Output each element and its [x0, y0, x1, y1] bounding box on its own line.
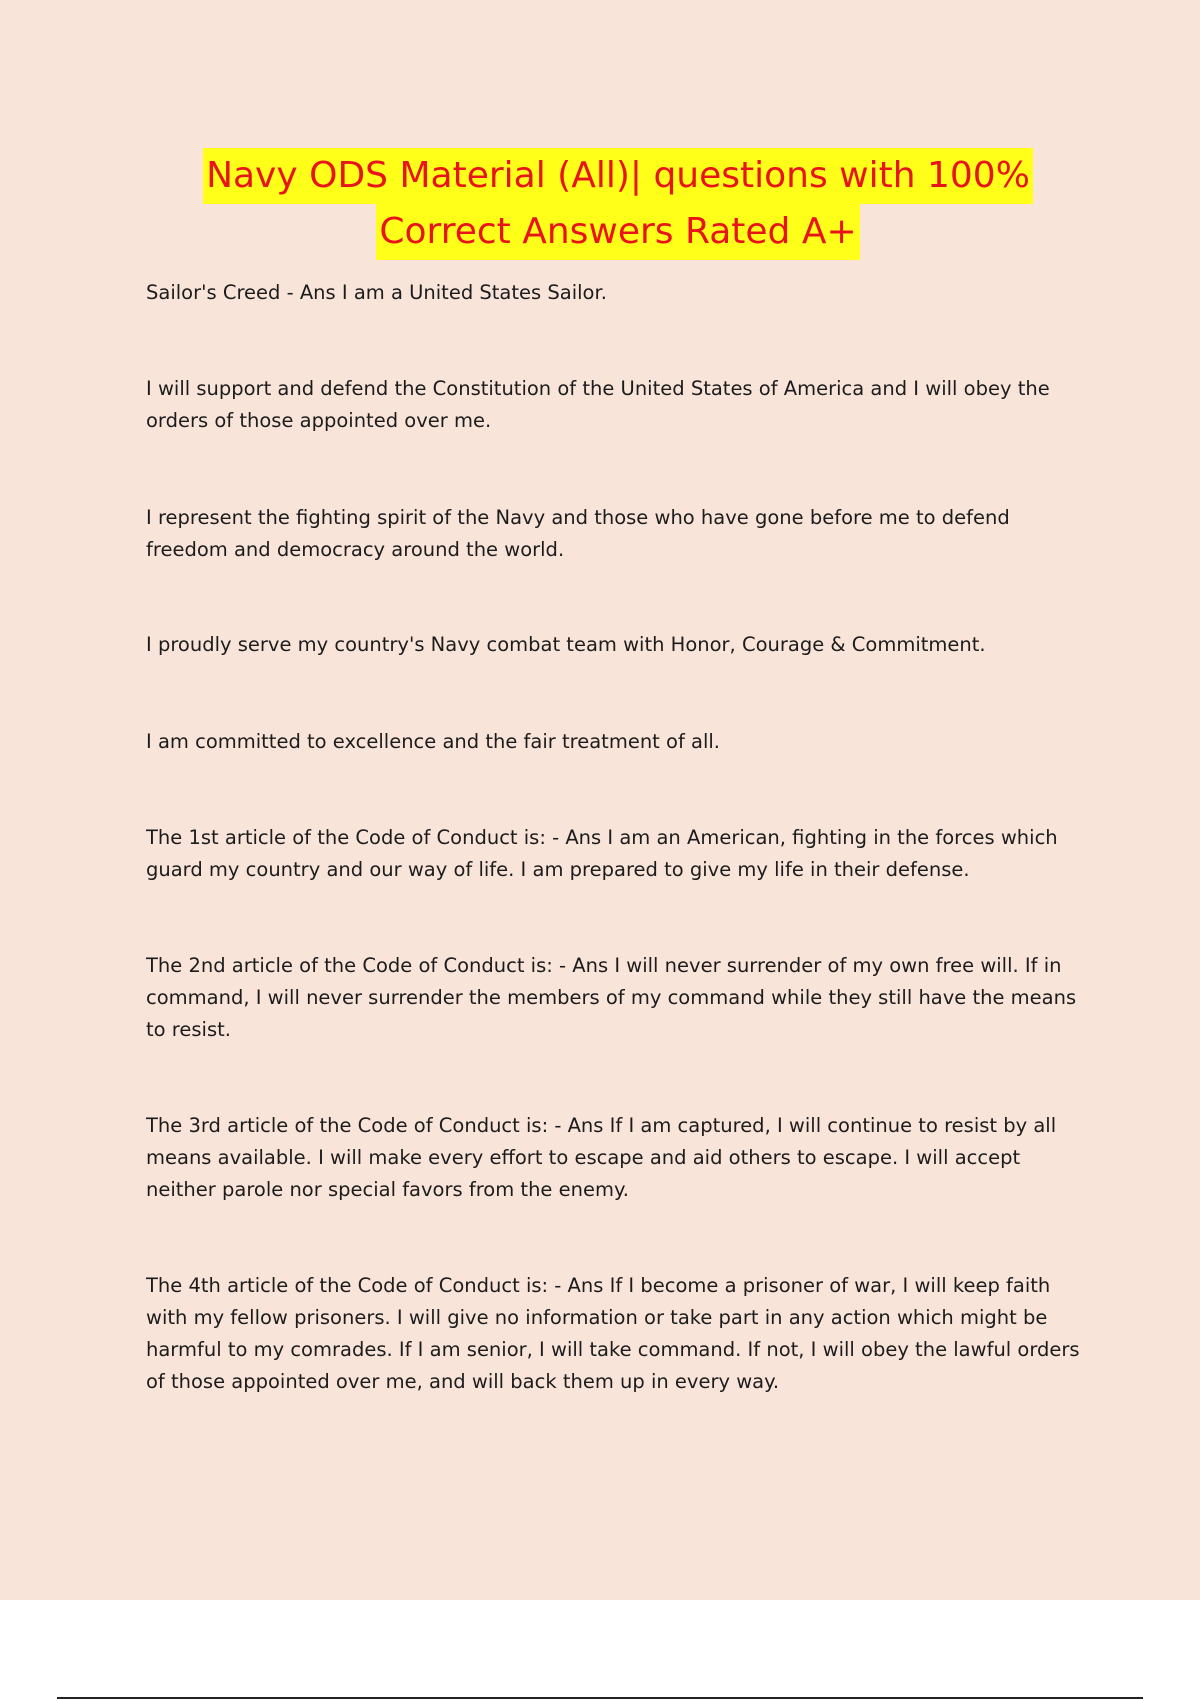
title-line-1: Navy ODS Material (All)| questions with 100% — [203, 148, 1033, 204]
title-line-2: Correct Answers Rated A+ — [376, 204, 859, 260]
creed-paragraph-honor-courage: I proudly serve my country's Navy combat team with Honor, Courage & Commitment. — [146, 633, 986, 656]
document-title — [0, 148, 1200, 260]
code-of-conduct-article-1: The 1st article of the Code of Conduct is: - Ans I am an American, fighting in the forces which guard my country and our way of life. I am prepared to give my life in their defense. — [146, 826, 1058, 881]
code-of-conduct-article-2: The 2nd article of the Code of Conduct is: - Ans I will never surrender of my own free will. If in command, I will never surrender the members of my command while they still have the means to resist. — [146, 954, 1077, 1041]
creed-paragraph-support-defend: I will support and defend the Constitution of the United States of America and I will obey the orders of those appointed over me. — [146, 377, 1050, 432]
creed-paragraph-excellence: I am committed to excellence and the fair treatment of all. — [146, 730, 721, 753]
code-of-conduct-article-3: The 3rd article of the Code of Conduct is: - Ans If I am captured, I will continue to resist by all means available. I will make every effort to escape and aid others to escape. I will accept neither parole nor special favors from the enemy. — [146, 1114, 1057, 1201]
creed-paragraph-fighting-spirit: I represent the fighting spirit of the Navy and those who have gone before me to defend freedom and democracy around the world. — [146, 506, 1010, 561]
code-of-conduct-article-4: The 4th article of the Code of Conduct is: - Ans If I become a prisoner of war, I will keep faith with my fellow prisoners. I will give no information or take part in any action which might be harmful to my comrades. If I am senior, I will take command. If not, I will obey the lawful orders of those appointed over me, and will back them up in every way. — [146, 1274, 1080, 1393]
sailors-creed-paragraph: Sailor's Creed - Ans I am a United States Sailor. — [146, 281, 607, 304]
footer-divider — [57, 1697, 1143, 1699]
